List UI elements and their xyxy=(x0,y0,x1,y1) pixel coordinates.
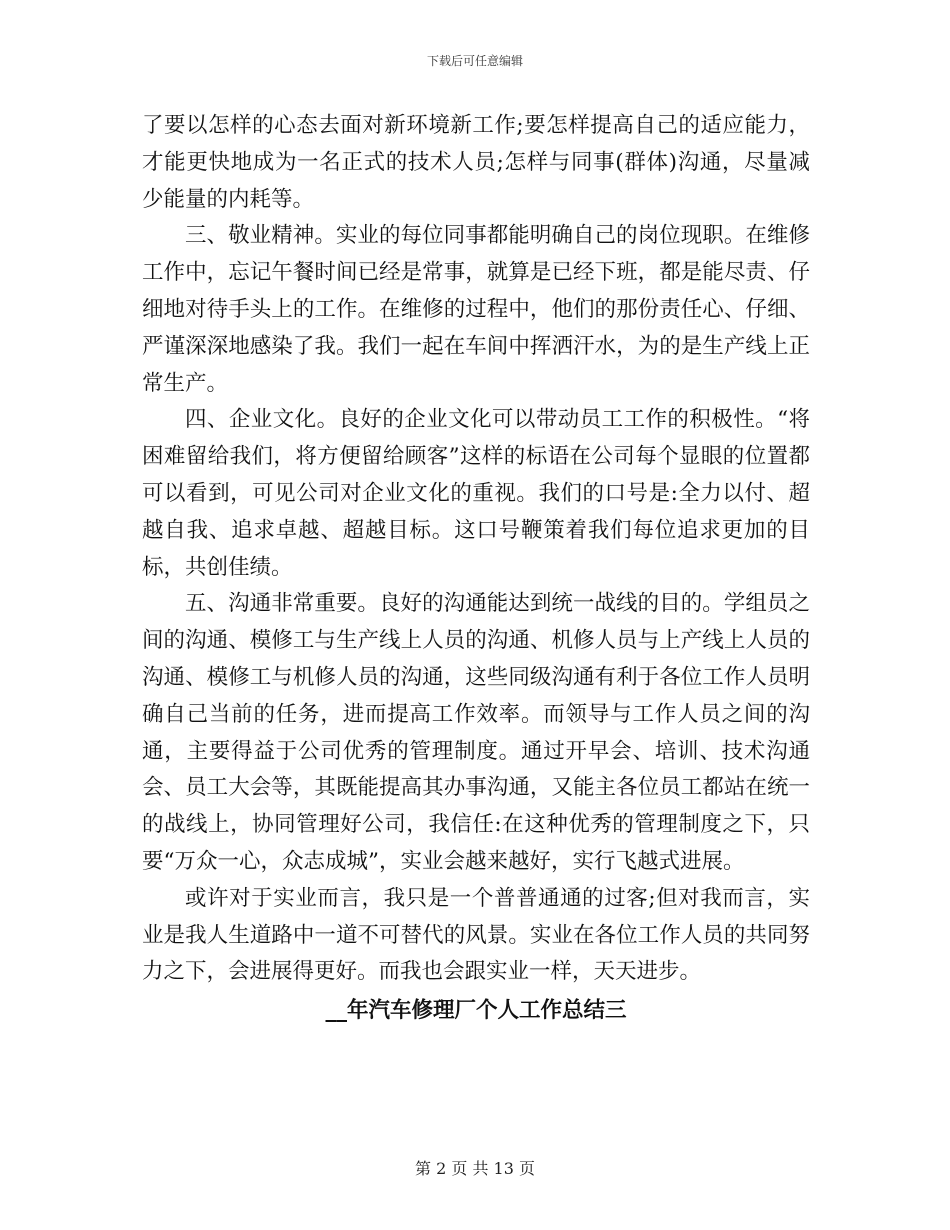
page-number: 第 2 页 共 13 页 xyxy=(415,1159,535,1178)
paragraph-2: 三、敬业精神。实业的每位同事都能明确自己的岗位现职。在维修工作中，忘记午餐时间已经是常事，就算是已经下班，都是能尽责、仔细地对待手头上的工作。在维修的过程中，他们的那份责任心、仔细、严谨深深地感染了我。我们一起在车间中挥洒汗水，为的是生产线上正常生产。 xyxy=(142,223,810,396)
document-body xyxy=(142,108,810,1030)
paragraph-4: 五、沟通非常重要。良好的沟通能达到统一战线的目的。学组员之间的沟通、模修工与生产线上人员的沟通、机修人员与上产线上人员的沟通、模修工与机修人员的沟通，这些同级沟通有利于各位工作人员明确自己当前的任务，进而提高工作效率。而领导与工作人员之间的沟通，主要得益于公司优秀的管理制度。通过开早会、培训、技术沟通会、员工大会等，其既能提高其办事沟通，又能主各位员工都站在统一的战线上，协同管理好公司，我信任:在这种优秀的管理制度之下，只要“万众一心，众志成城”，实业会越来越好，实行飞越式进展。 xyxy=(142,591,810,874)
paragraph-3: 四、企业文化。良好的企业文化可以带动员工工作的积极性。“将困难留给我们，将方便留给顾客”这样的标语在公司每个显眼的位置都可以看到，可见公司对企业文化的重视。我们的口号是:全力以付、超越自我、追求卓越、超越目标。这口号鞭策着我们每位追求更加的目标，共创佳绩。 xyxy=(142,407,810,580)
paragraph-1: 了要以怎样的心态去面对新环境新工作;要怎样提高自己的适应能力，才能更快地成为一名正式的技术人员;怎样与同事(群体)沟通，尽量减少能量的内耗等。 xyxy=(142,113,810,212)
paragraph-5: 或许对于实业而言，我只是一个普普通通的过客;但对我而言，实业是我人生道路中一道不可替代的风景。实业在各位工作人员的共同努力之下，会进展得更好。而我也会跟实业一样，天天进步。 xyxy=(142,885,810,985)
section-title: __年汽车修理厂个人工作总结三 xyxy=(325,998,627,1024)
header-note: 下载后可任意编辑 xyxy=(426,54,523,68)
